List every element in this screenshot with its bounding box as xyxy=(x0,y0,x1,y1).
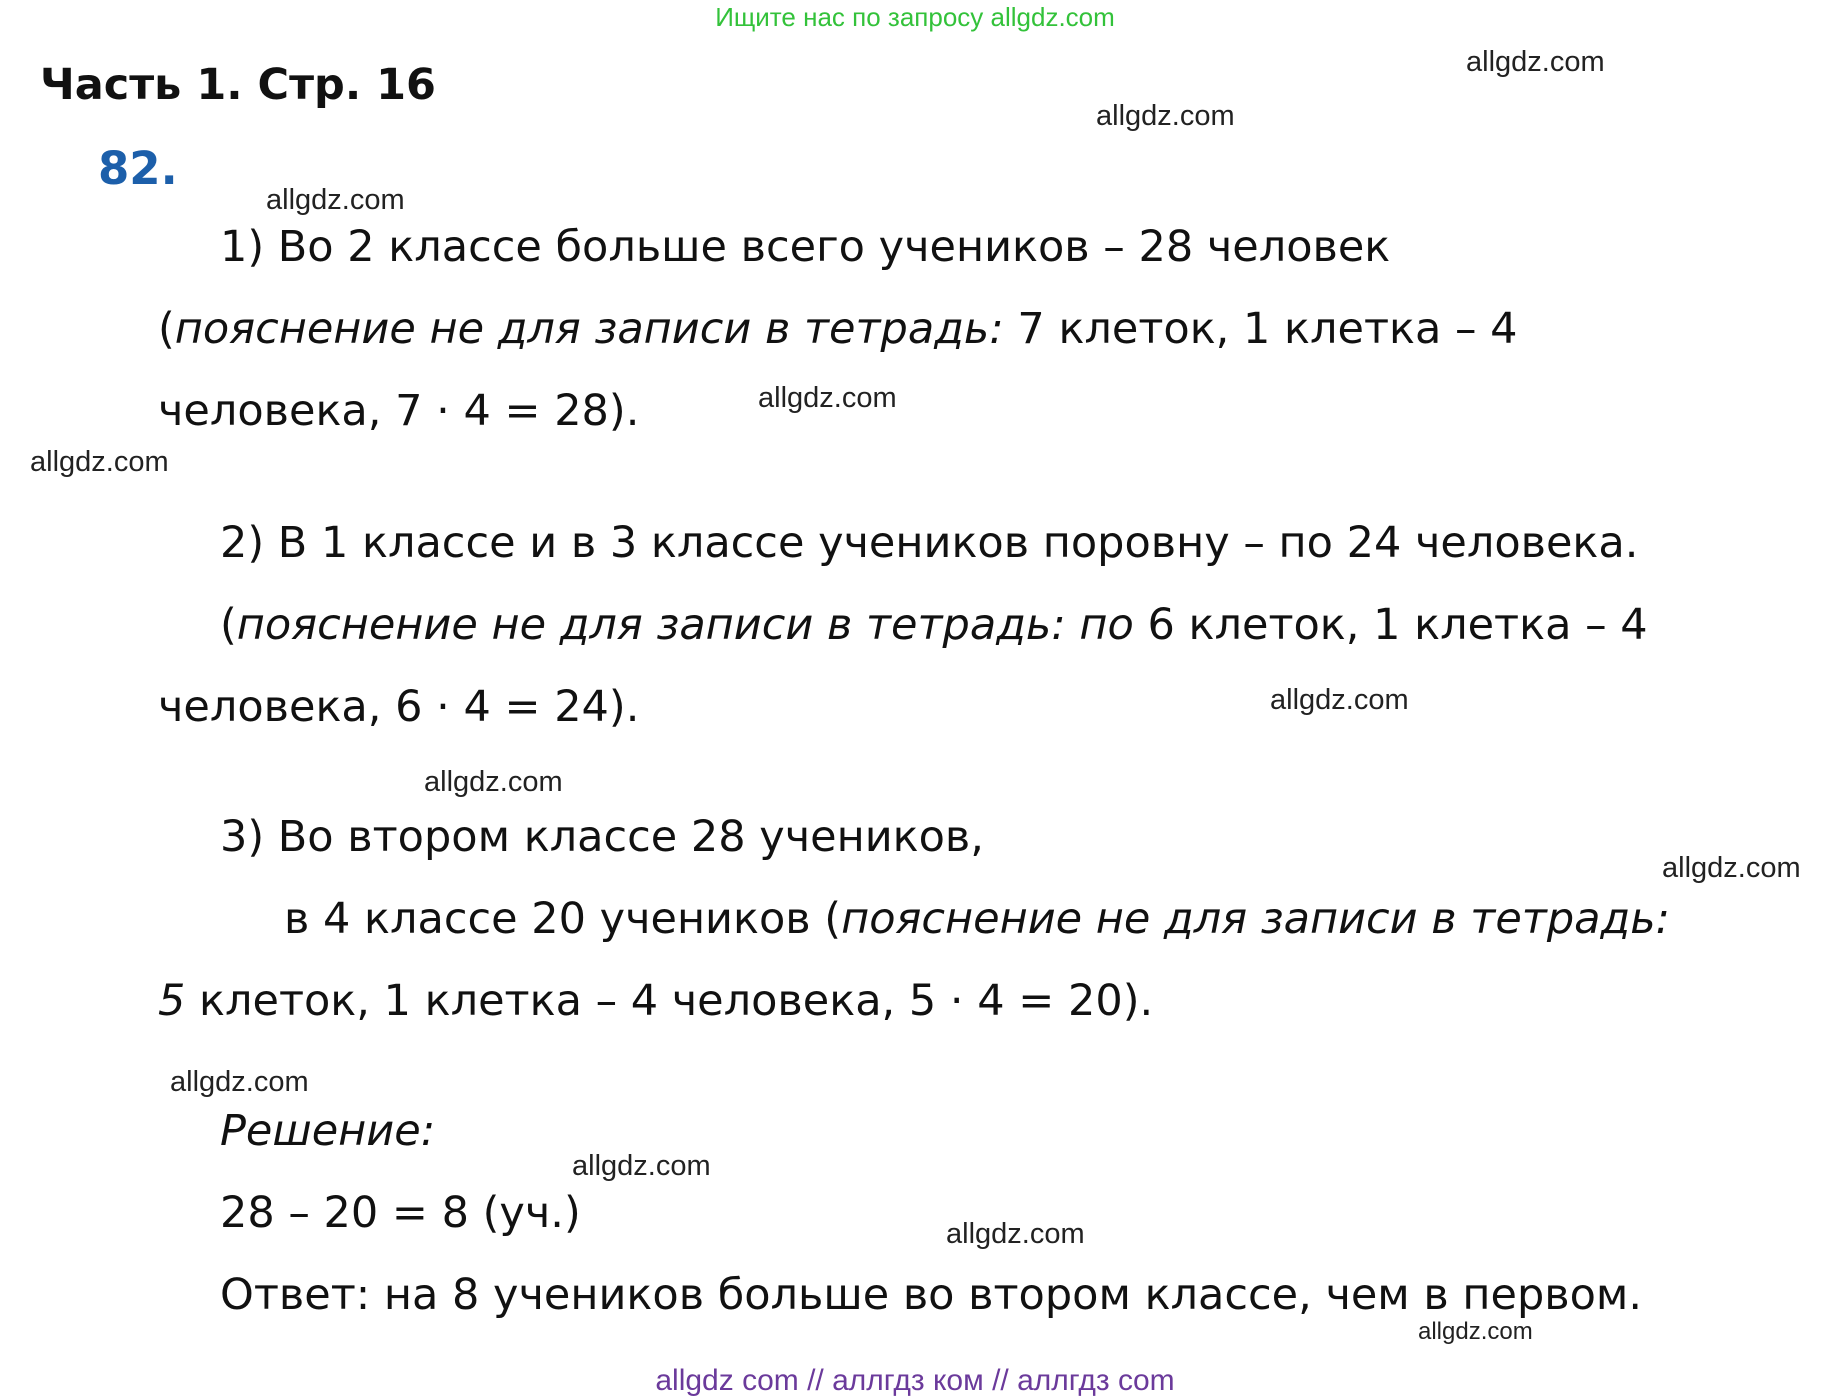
top-banner[interactable]: Ищите нас по запросу allgdz.com xyxy=(715,2,1115,32)
task-number: 82. xyxy=(98,142,178,195)
item2-line2 xyxy=(220,600,1648,650)
item3-line1: 3) Во втором классе 28 учеников, xyxy=(220,812,984,862)
watermark[interactable]: allgdz.com xyxy=(572,1150,711,1182)
watermark[interactable]: allgdz.com xyxy=(170,1066,309,1098)
item2-line2-italic: пояснение не для записи в тетрадь: по xyxy=(236,600,1134,650)
item3-line2 xyxy=(284,894,1670,944)
item3-line3-italic: 5 xyxy=(158,976,186,1026)
item1-line2-italic: пояснение не для записи в тетрадь: xyxy=(174,304,1004,354)
item2-line1: 2) В 1 классе и в 3 классе учеников поровну – по 24 человека. xyxy=(220,518,1639,568)
item2-line2-open: ( xyxy=(220,600,237,650)
footer-links[interactable]: allgdz com // аллгдз ком // аллгдз com xyxy=(655,1364,1175,1397)
watermark[interactable]: allgdz.com xyxy=(1270,684,1409,716)
item2-line3: человека, 6 · 4 = 24). xyxy=(158,682,640,732)
watermark[interactable]: allgdz.com xyxy=(1096,100,1235,132)
solution-calc: 28 – 20 = 8 (уч.) xyxy=(220,1188,581,1238)
watermark[interactable]: allgdz.com xyxy=(424,766,563,798)
solution-answer: Ответ: на 8 учеников больше во втором классе, чем в первом. xyxy=(220,1270,1643,1320)
item1-line1: 1) Во 2 классе больше всего учеников – 28 человек xyxy=(220,222,1391,272)
item3-line3 xyxy=(158,976,1153,1026)
item3-line2-italic: пояснение не для записи в тетрадь: xyxy=(841,894,1671,944)
watermark[interactable]: allgdz.com xyxy=(946,1218,1085,1250)
watermark[interactable]: allgdz.com xyxy=(1418,1318,1533,1345)
item2-line2-rest: 6 клеток, 1 клетка – 4 xyxy=(1133,600,1648,650)
item3-line2-normal: в 4 классе 20 учеников ( xyxy=(284,894,842,944)
watermark[interactable]: allgdz.com xyxy=(758,382,897,414)
item1-line2-rest: 7 клеток, 1 клетка – 4 xyxy=(1003,304,1518,354)
item1-line2 xyxy=(158,304,1518,354)
item1-line2-open: ( xyxy=(158,304,175,354)
item1-line3: человека, 7 · 4 = 28). xyxy=(158,386,640,436)
watermark[interactable]: allgdz.com xyxy=(1662,852,1801,884)
solution-label: Решение: xyxy=(220,1106,436,1156)
page-title: Часть 1. Стр. 16 xyxy=(40,60,436,110)
watermark[interactable]: allgdz.com xyxy=(1466,46,1605,78)
item3-line3-rest: клеток, 1 клетка – 4 человека, 5 · 4 = 20). xyxy=(185,976,1154,1026)
watermark[interactable]: allgdz.com xyxy=(266,184,405,216)
watermark[interactable]: allgdz.com xyxy=(30,446,169,478)
